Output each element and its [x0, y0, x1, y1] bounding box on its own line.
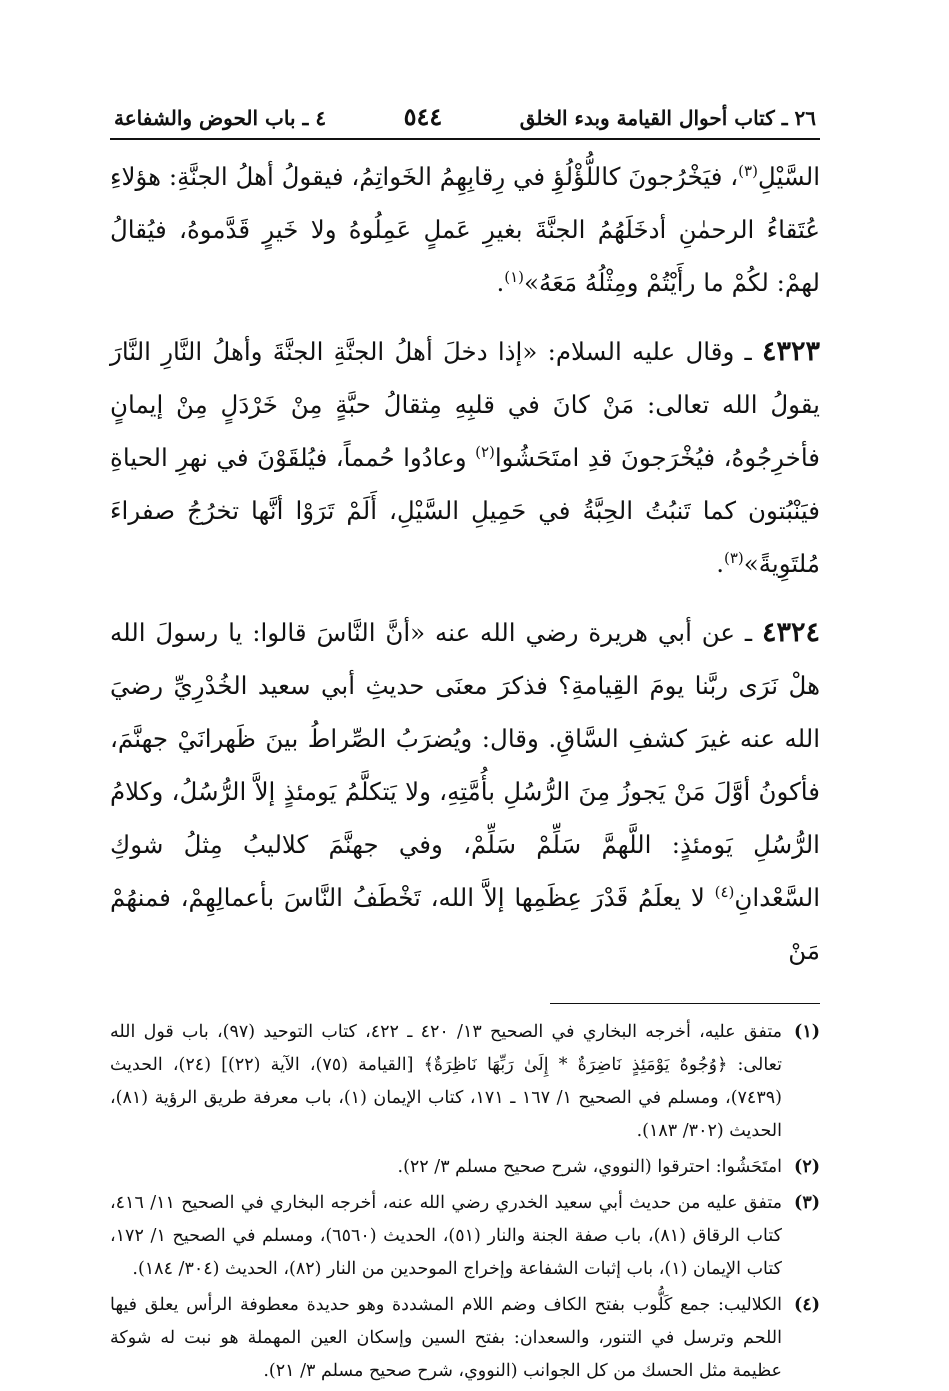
- footnote: [110, 1151, 820, 1184]
- footnote-number: (٤): [794, 1295, 820, 1315]
- footnote: [110, 1289, 820, 1388]
- footnote-divider: [550, 1003, 820, 1004]
- hadith-number: ٤٣٢٣: [761, 336, 820, 367]
- header-section-title: ٤ ـ باب الحوض والشفاعة: [114, 106, 327, 130]
- footnote-ref: (٣): [738, 161, 758, 180]
- footnotes: [110, 1016, 820, 1388]
- footnote-text: متفق عليه، أخرجه البخاري في الصحيح ١٣/ ٤٢٠ ـ ٤٢٢، كتاب التوحيد (٩٧)، باب قول الله تعالى: ﴿وُجُوهٌ يَوْمَئِذٍ نَاضِرَةٌ * إِلَىٰ رَبِّهَا نَاظِرَةٌ﴾ [القيامة (٧٥)، الآية (٢٢)] (٢٤)، الحديث (٧٤٣٩)، ومسلم في الصحيح ١/ ١٦٧ ـ ١٧١، كتاب الإيمان (١)، باب معرفة طريق الرؤية (٨١)، الحديث (٣٠٢/ ١٨٣).: [110, 1022, 782, 1141]
- running-header: [110, 100, 820, 140]
- footnote-text: متفق عليه من حديث أبي سعيد الخدري رضي الله عنه، أخرجه البخاري في الصحيح ١١/ ٤١٦، كتاب الرقاق (٨١)، باب صفة الجنة والنار (٥١)، الحديث (٦٥٦٠)، ومسلم في الصحيح ١/ ١٧٢، كتاب الإيمان (١)، باب إثبات الشفاعة وإخراج الموحدين من النار (٨٢)، الحديث (٣٠٤/ ١٨٤).: [110, 1193, 782, 1279]
- page-number: ٥٤٤: [403, 102, 443, 131]
- footnote-ref: (٤): [714, 882, 735, 901]
- footnote-ref: (١): [504, 267, 525, 286]
- book-page: [110, 100, 820, 1391]
- footnote-number: (١): [794, 1022, 820, 1042]
- hadith-4324: ٤٣٢٤ ـ عن أبي هريرة رضي الله عنه «أنَّ النَّاسَ قالوا: يا رسولَ الله هلْ نَرَى ربَّنا يومَ القِيامةِ؟ فذكرَ معنَى حديثِ أبي سعيد الخُدْرِيِّ رضيَ الله عنه غيرَ كشفِ السَّاقِ. وقال: ويُضرَبُ الصِّراطُ بينَ ظَهرانَيْ جهنَّمَ، فأكونُ أوَّلَ مَنْ يَجوزُ مِنَ الرُّسُلِ بأُمَّتِهِ، ولا يَتكلَّمُ يَومئذٍ إلاَّ الرُّسُلُ، وكلامُ الرُّسُلِ يَومئذٍ: اللَّهمَّ سَلِّمْ سَلِّمْ، وفي جهنَّمَ كلاليبُ مِثلُ شوكِ السَّعْدانِ$^{(٤)}$ لا يعلَمُ قَدْرَ عِظَمِها إلاَّ الله، تَخْطَفُ النَّاسَ بأعمالِهِمْ، فمنهُمْ مَنْ: [110, 617, 820, 965]
- footnote-number: (٣): [794, 1193, 820, 1213]
- paragraph-continuation: السَّيْلِ$^{(٣)}$، فيَخْرُجونَ كاللُّؤْلُؤِ في رِقابِهِمُ الخَواتِمُ، فيقولُ أهلُ الجنَّةِ: هؤلاءِ عُتَقاءُ الرحمٰنِ أدخَلَهُمُ الجنَّةَ بغيرِ عَملٍ عَمِلُوهُ ولا خَيرٍ قَدَّموهُ، فيُقالُ لهمْ: لكُمْ ما رأَيْتُمْ ومِثْلُهُ مَعَهُ»$^{(١)}$.: [110, 161, 820, 297]
- footnote-text: الكلاليب: جمع كَلُّوب بفتح الكاف وضم اللام المشددة وهو حديدة معطوفة الرأس يعلق فيها اللحم وترسل في التنور، والسعدان: بفتح السين وإسكان العين المهملة هو نبت له شوكة عظيمة مثل الحسك من كل الجوانب (النووي، شرح صحيح مسلم ٣/ ٢١).: [110, 1295, 782, 1381]
- hadith-4323: ٤٣٢٣ ـ وقال عليه السلام: «إذا دخلَ أهلُ الجنَّةِ الجنَّةَ وأهلُ النَّارِ النَّارَ يقولُ الله تعالى: مَنْ كانَ في قلبِهِ مِثقالُ حبَّةٍ مِنْ خَرْدَلٍ مِنْ إيمانٍ فأخرِجُوهُ، فيُخْرَجونَ قدِ امتَحَشُوا$^{(٢)}$ وعادُوا حُمماً، فيُلقَوْنَ في نهرِ الحياةِ فيَنْبُتون كما تَنبُتُ الحِبَّةُ في حَمِيلِ السَّيْلِ، أَلَمْ تَرَوْا أنَّها تخرُجُ صفراءَ مُلتَوِيةً»$^{(٣)}$.: [110, 336, 820, 578]
- footnote-text: امتَحَشُوا: احترقوا (النووي، شرح صحيح مسلم ٣/ ٢٢).: [397, 1157, 782, 1177]
- footnote-number: (٢): [794, 1157, 820, 1177]
- footnote: [110, 1016, 820, 1148]
- footnote-ref: (٢): [475, 442, 495, 461]
- hadith-number: ٤٣٢٤: [761, 617, 820, 648]
- footnote: [110, 1187, 820, 1286]
- main-text: [110, 150, 820, 977]
- footnote-ref: (٣): [723, 548, 744, 567]
- header-chapter-title: ٢٦ ـ كتاب أحوال القيامة وبدء الخلق: [519, 106, 816, 130]
